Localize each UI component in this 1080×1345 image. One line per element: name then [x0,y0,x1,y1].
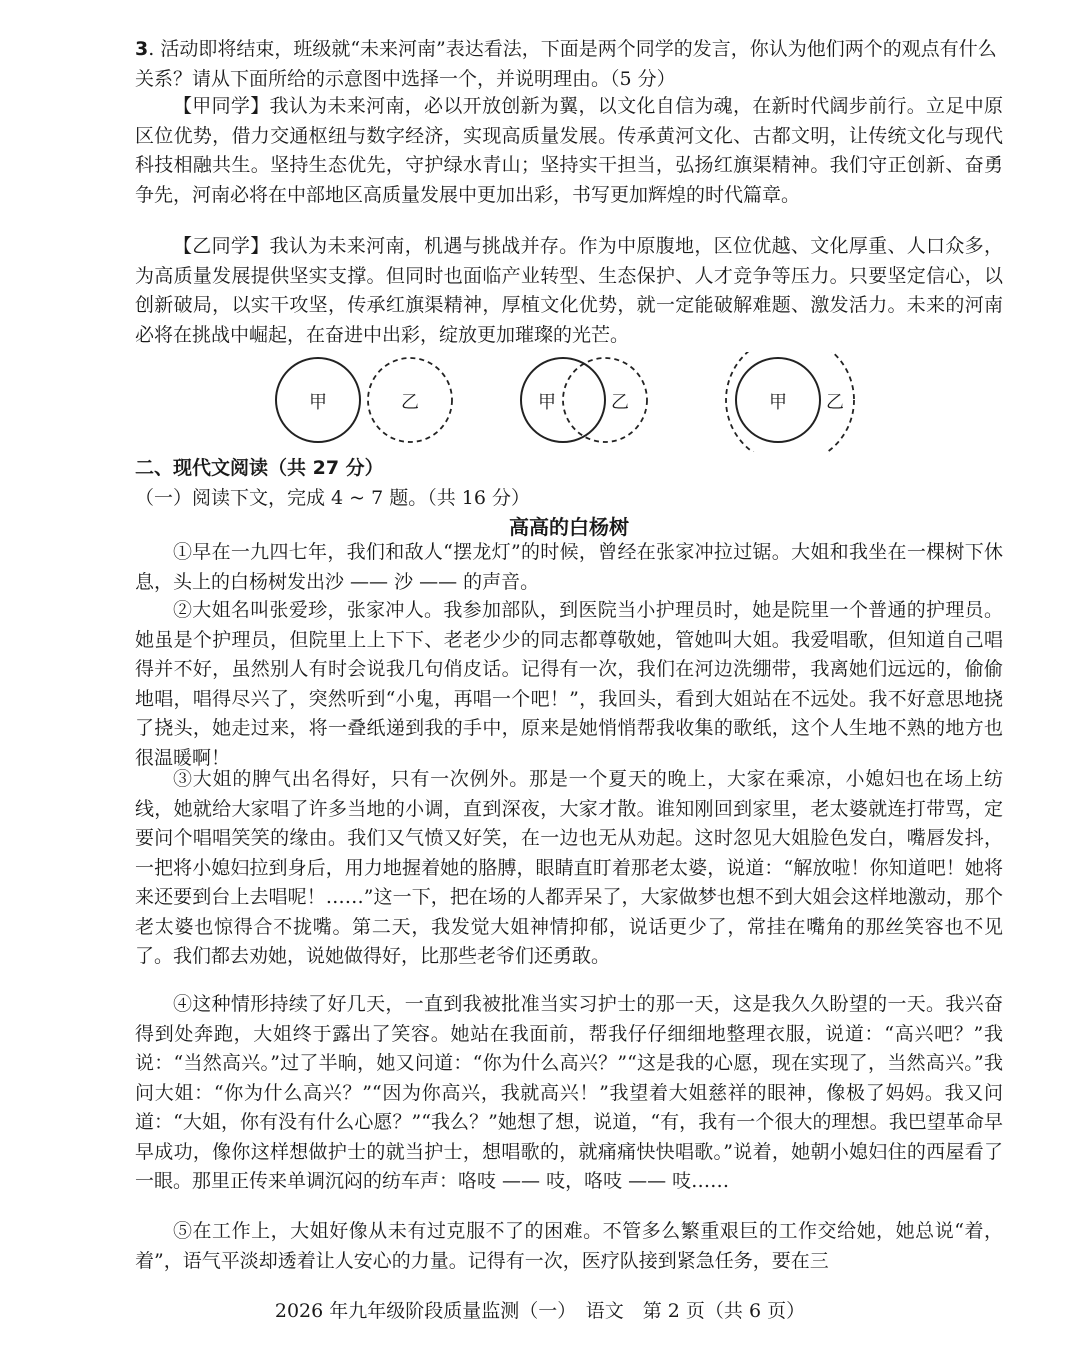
article-paragraph [135,1217,1003,1276]
diagram-1-label-jia: 甲 [309,392,327,413]
section-2-subtitle: （一）阅读下文，完成 4 ~ 7 题。（共 16 分） [135,487,531,509]
speech-jia-text: 【甲同学】我认为未来河南，必以开放创新为翼，以文化自信为魂，在新时代阔步前行。立足中原区位优势，借力交通枢纽与数字经济，实现高质量发展。传承黄河文化、古都文明，让传统文化与现代科技相融共生。坚持生态优先，守护绿水青山；坚持实干担当，弘扬红旗渠精神。我们守正创新、奋勇争先，河南必将在中部地区高质量发展中更加出彩，书写更加辉煌的时代篇章。 [135,95,1003,206]
section-2-title: 二、现代文阅读（共 27 分） [135,457,384,479]
article-paragraph [135,990,1003,1197]
diagram-2-label-yi: 乙 [611,392,629,413]
speech-jia [135,92,1003,210]
diagram-2-label-jia: 甲 [538,392,556,413]
relationship-diagrams [260,352,880,452]
diagram-1-label-yi: 乙 [401,392,419,413]
article-paragraph [135,538,1003,597]
article-paragraph [135,596,1003,773]
speech-yi [135,232,1003,350]
paragraph-1-text: ①早在一九四七年，我们和敌人“摆龙灯”的时候，曾经在张家冲拉过锯。大姐和我坐在一棵树下休息，头上的白杨树发出沙 —— 沙 —— 的声音。 [135,541,1003,593]
speech-yi-text: 【乙同学】我认为未来河南，机遇与挑战并存。作为中原腹地，区位优越、文化厚重、人口众多，为高质量发展提供坚实支撑。但同时也面临产业转型、生态保护、人才竞争等压力。只要坚定信心，以创新破局，以实干攻坚，传承红旗渠精神，厚植文化优势，就一定能破解难题、激发活力。未来的河南必将在挑战中崛起，在奋进中出彩，绽放更加璀璨的光芒。 [135,235,1003,346]
question-3-prompt [135,34,1003,94]
question-number: 3 [135,38,149,60]
question-3-text: . 活动即将结束，班级就“未来河南”表达看法，下面是两个同学的发言，你认为他们两个的观点有什么关系？请从下面所给的示意图中选择一个，并说明理由。（5 分） [135,38,997,90]
diagram-3-label-yi: 乙 [826,392,844,413]
paragraph-2-text: ②大姐名叫张爱珍，张家冲人。我参加部队，到医院当小护理员时，她是院里一个普通的护理员。她虽是个护理员，但院里上上下下、老老少少的同志都尊敬她，管她叫大姐。我爱唱歌，但知道自己唱得并不好，虽然别人有时会说我几句俏皮话。记得有一次，我们在河边洗绷带，我离她们远远的，偷偷地唱，唱得尽兴了，突然听到“小鬼，再唱一个吧！”，我回头，看到大姐站在不远处。我不好意思地挠了挠头，她走过来，将一叠纸递到我的手中，原来是她悄悄帮我收集的歌纸，这个人生地不熟的地方也很温暖啊！ [135,599,1003,769]
paragraph-3-text: ③大姐的脾气出名得好，只有一次例外。那是一个夏天的晚上，大家在乘凉，小媳妇也在场上纺线，她就给大家唱了许多当地的小调，直到深夜，大家才散。谁知刚回到家里，老太婆就连打带骂，定要问个唱唱笑笑的缘由。我们又气愤又好笑，在一边也无从劝起。这时忽见大姐脸色发白，嘴唇发抖，一把将小媳妇拉到身后，用力地握着她的胳膊，眼睛直盯着那老太婆，说道：“解放啦！你知道吧！她将来还要到台上去唱呢！……”这一下，把在场的人都弄呆了，大家做梦也想不到大姐会这样地激动，那个老太婆也惊得合不拢嘴。第二天，我发觉大姐神情抑郁，说话更少了，常挂在嘴角的那丝笑容也不见了。我们都去劝她，说她做得好，比那些老爷们还勇敢。 [135,768,1003,967]
page-footer: 2026 年九年级阶段质量监测（一） 语文 第 2 页（共 6 页） [274,1300,806,1322]
paragraph-5-text: ⑤在工作上，大姐好像从未有过克服不了的困难。不管多么繁重艰巨的工作交给她，她总说“着，着”，语气平淡却透着让人安心的力量。记得有一次，医疗队接到紧急任务，要在三 [135,1220,1003,1272]
paragraph-4-text: ④这种情形持续了好几天，一直到我被批准当实习护士的那一天，这是我久久盼望的一天。我兴奋得到处奔跑，大姐终于露出了笑容。她站在我面前，帮我仔仔细细地整理衣服，说道：“高兴吧？”我说：“当然高兴。”过了半晌，她又问道：“你为什么高兴？”“这是我的心愿，现在实现了，当然高兴。”我问大姐：“你为什么高兴？”“因为你高兴，我就高兴！”我望着大姐慈祥的眼神，像极了妈妈。我又问道：“大姐，你有没有什么心愿？”“我么？”她想了想，说道，“有，我有一个很大的理想。我巴望革命早早成功，像你这样想做护士的就当护士，想唱歌的，就痛痛快快唱歌。”说着，她朝小媳妇住的西屋看了一眼。那里正传来单调沉闷的纺车声：咯吱 —— 吱，咯吱 —— 吱…… [135,993,1003,1192]
diagram-3-label-jia: 甲 [769,392,787,413]
article-paragraph [135,765,1003,972]
article-title: 高高的白杨树 [509,515,629,539]
